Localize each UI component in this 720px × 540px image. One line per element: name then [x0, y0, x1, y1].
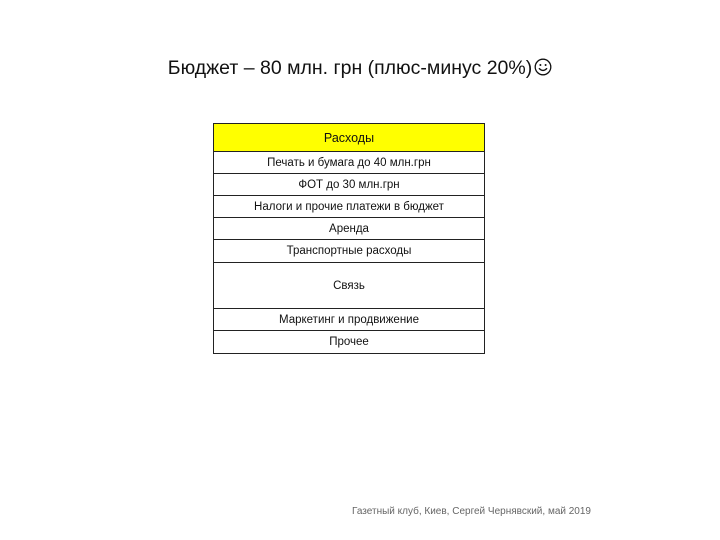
table-row [214, 263, 485, 309]
table-cell: Печать и бумага до 40 млн.грн [214, 152, 485, 174]
table-cell: Налоги и прочие платежи в бюджет [214, 196, 485, 218]
table-row [214, 331, 485, 354]
table-cell: Транспортные расходы [214, 240, 485, 263]
smiley-icon [534, 58, 552, 76]
table-row [214, 152, 485, 174]
table-row [214, 218, 485, 240]
table-header-row [214, 124, 485, 152]
table-row [214, 174, 485, 196]
slide-title [0, 54, 720, 82]
table-row [214, 196, 485, 218]
table-row [214, 309, 485, 331]
table-cell: ФОТ до 30 млн.грн [214, 174, 485, 196]
table-row [214, 240, 485, 263]
table-cell: Прочее [214, 331, 485, 354]
slide-footer: Газетный клуб, Киев, Сергей Чернявский, май 2019 [352, 506, 591, 517]
expenses-table [213, 123, 485, 354]
table-header-cell: Расходы [214, 124, 485, 152]
table-cell: Аренда [214, 218, 485, 240]
slide-title-text: Бюджет – 80 млн. грн (плюс-минус 20%) [167, 57, 533, 79]
table-cell: Маркетинг и продвижение [214, 309, 485, 331]
table-cell: Связь [214, 263, 485, 309]
